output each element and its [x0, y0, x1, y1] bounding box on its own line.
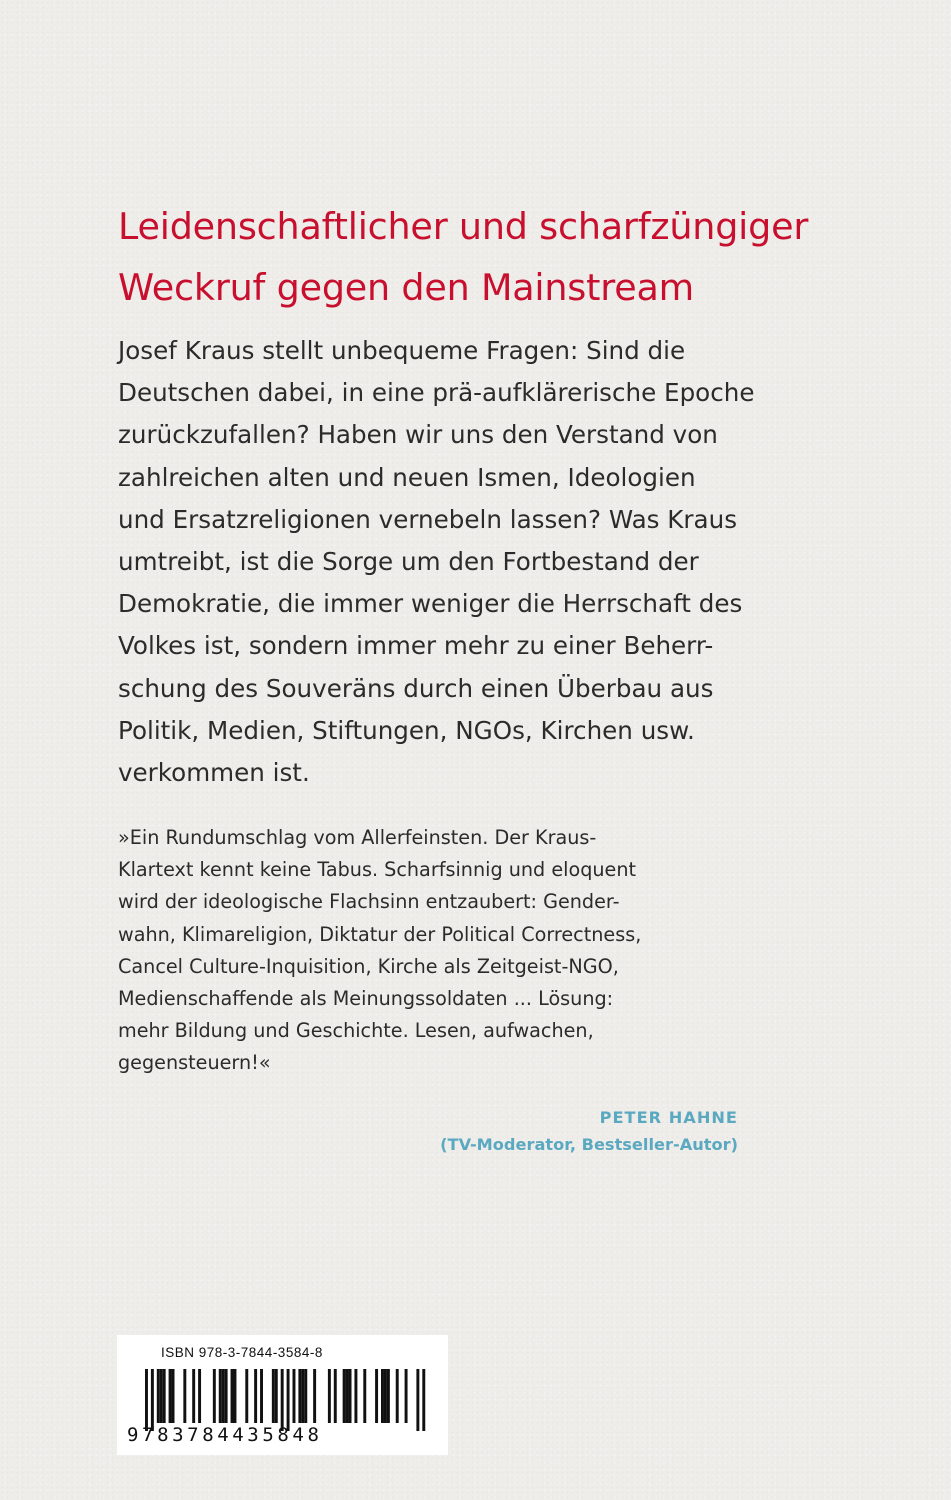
barcode-bar — [231, 1369, 234, 1423]
barcode-bar — [416, 1369, 419, 1431]
quote-line: wird der ideologische Flachsinn entzaubert: Gender- — [118, 890, 620, 914]
barcode-bar — [334, 1369, 337, 1423]
barcode-bar — [245, 1369, 248, 1423]
barcode-bar — [198, 1369, 201, 1423]
barcode-bar — [183, 1369, 186, 1423]
barcode-digits: 9783784435848 — [127, 1424, 323, 1446]
barcode-bar — [298, 1369, 301, 1423]
barcode-bar — [260, 1369, 263, 1423]
barcode-bar — [145, 1369, 148, 1431]
testimonial-quote — [118, 822, 758, 1080]
barcode-bar — [169, 1369, 172, 1423]
barcode-bar — [343, 1369, 346, 1423]
barcode-bar — [160, 1369, 163, 1423]
blurb-line: Volkes ist, sondern immer mehr zu einer Beherr- — [118, 631, 714, 661]
barcode-bar — [157, 1369, 160, 1423]
barcode-bar — [301, 1369, 304, 1423]
barcode-bar — [363, 1369, 366, 1423]
barcode-bar — [163, 1369, 166, 1423]
blurb-line: Politik, Medien, Stiftungen, NGOs, Kirchen usw. — [118, 715, 695, 745]
barcode-bar — [422, 1369, 425, 1431]
quote-line: gegensteuern!« — [118, 1051, 271, 1075]
blurb-paragraph — [118, 330, 838, 794]
barcode-bar — [387, 1369, 390, 1423]
barcode-bar — [219, 1369, 222, 1423]
barcode-bar — [328, 1369, 331, 1423]
quote-line: Klartext kennt keine Tabus. Scharfsinnig und eloquent — [118, 858, 637, 882]
barcode-bar — [254, 1369, 257, 1423]
barcode-bar — [213, 1369, 216, 1423]
blurb-line: schung des Souveräns durch einen Überbau aus — [118, 673, 714, 703]
barcode-bar — [304, 1369, 307, 1423]
blurb-line: Demokratie, die immer weniger die Herrschaft des — [118, 589, 743, 619]
blurb-line: Deutschen dabei, in eine prä-aufklärerische Epoche — [118, 378, 755, 408]
headline-line: Weckruf gegen den Mainstream — [118, 266, 694, 309]
barcode-bar — [381, 1369, 384, 1423]
barcode-bar — [313, 1369, 316, 1423]
barcode-bar — [384, 1369, 387, 1423]
barcode-bar — [192, 1369, 195, 1423]
barcode-bar — [375, 1369, 378, 1423]
barcode-bar — [293, 1369, 296, 1423]
blurb-line: umtreibt, ist die Sorge um den Fortbestand der — [118, 547, 699, 577]
quote-line: wahn, Klimareligion, Diktatur der Political Correctness, — [118, 922, 642, 946]
barcode-bar — [287, 1369, 290, 1431]
blurb-line: verkommen ist. — [118, 758, 310, 788]
barcode-bar — [346, 1369, 349, 1423]
barcode-bar — [275, 1369, 278, 1423]
blurb-line: zurückzufallen? Haben wir uns den Verstand von — [118, 420, 718, 450]
quote-line: Medienschaffende als Meinungssoldaten ... Lösung: — [118, 987, 614, 1011]
quote-line: mehr Bildung und Geschichte. Lesen, aufwachen, — [118, 1019, 594, 1043]
quote-attribution — [440, 1104, 738, 1158]
barcode-bar — [225, 1369, 228, 1423]
barcode-bar — [151, 1369, 154, 1431]
barcode-bar — [354, 1369, 357, 1423]
blurb-line: und Ersatzreligionen vernebeln lassen? Was Kraus — [118, 504, 738, 534]
barcode-bar — [272, 1369, 275, 1423]
headline-line: Leidenschaftlicher und scharfzüngiger — [118, 205, 809, 248]
quote-line: »Ein Rundumschlag vom Allerfeinsten. Der Kraus- — [118, 826, 597, 849]
barcode-bar — [222, 1369, 225, 1423]
headline — [118, 196, 898, 318]
barcode-bar — [396, 1369, 399, 1423]
barcode-bar — [234, 1369, 237, 1423]
blurb-line: zahlreichen alten und neuen Ismen, Ideologien — [118, 462, 696, 492]
attribution-role: (TV-Moderator, Bestseller-Autor) — [440, 1135, 738, 1154]
barcode-bar — [281, 1369, 284, 1431]
barcode-bar — [405, 1369, 408, 1423]
quote-line: Cancel Culture-Inquisition, Kirche als Zeitgeist-NGO, — [118, 954, 619, 978]
isbn-barcode-label — [117, 1335, 448, 1455]
isbn-number: ISBN 978-3-7844-3584-8 — [161, 1345, 323, 1360]
barcode-bar — [349, 1369, 352, 1423]
barcode-bar — [172, 1369, 175, 1423]
blurb-line: Josef Kraus stellt unbequeme Fragen: Sind die — [118, 336, 686, 365]
attribution-name: PETER HAHNE — [599, 1108, 738, 1127]
